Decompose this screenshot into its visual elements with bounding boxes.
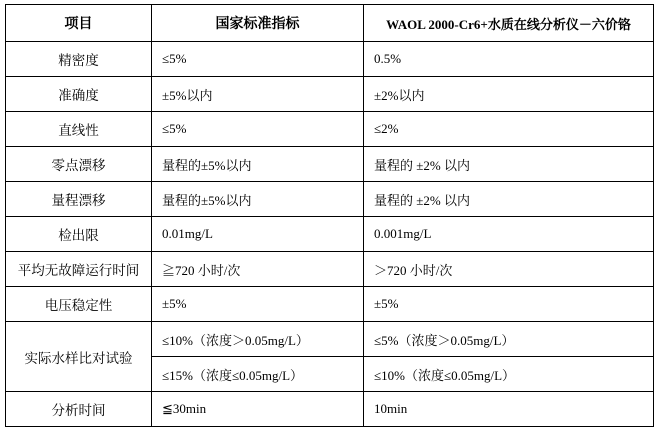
specification-table [5,4,654,427]
row-product-value: 量程的 ±2% 以内 [364,147,654,182]
row-label: 分析时间 [6,392,152,427]
row-product-value: ≤2% [364,112,654,147]
row-product-value: 10min [364,392,654,427]
row-standard-value: ±5% [152,287,364,322]
row-standard-value: ≤5% [152,42,364,77]
row-label-comparison: 实际水样比对试验 [6,322,152,392]
row-standard-value: 0.01mg/L [152,217,364,252]
table-body [6,42,654,427]
table-row-comparison-first [6,322,654,357]
table-row [6,77,654,112]
row-label: 电压稳定性 [6,287,152,322]
row-standard-value: ≤10%（浓度＞0.05mg/L） [152,322,364,357]
table-row [6,287,654,322]
table-row [6,147,654,182]
row-standard-value: ±5%以内 [152,77,364,112]
row-product-value: ＞720 小时/次 [364,252,654,287]
table-row [6,42,654,77]
row-label: 零点漂移 [6,147,152,182]
row-standard-value: ≧720 小时/次 [152,252,364,287]
table-row [6,217,654,252]
row-standard-value: 量程的±5%以内 [152,147,364,182]
row-label: 检出限 [6,217,152,252]
row-product-value: ≤10%（浓度≤0.05mg/L） [364,357,654,392]
table-header [6,5,654,42]
row-product-value: 0.5% [364,42,654,77]
row-label: 量程漂移 [6,182,152,217]
row-label: 准确度 [6,77,152,112]
row-product-value: ±2%以内 [364,77,654,112]
header-row [6,5,654,42]
row-label: 直线性 [6,112,152,147]
column-header-product: WAOL 2000-Cr6+水质在线分析仪－六价铬 [364,5,654,42]
row-product-value: 0.001mg/L [364,217,654,252]
row-standard-value: ≦30min [152,392,364,427]
row-label: 平均无故障运行时间 [6,252,152,287]
table-row [6,112,654,147]
row-standard-value: ≤5% [152,112,364,147]
table-row [6,392,654,427]
row-label: 精密度 [6,42,152,77]
row-product-value: ≤5%（浓度＞0.05mg/L） [364,322,654,357]
table-row [6,182,654,217]
table-row [6,252,654,287]
row-standard-value: ≤15%（浓度≤0.05mg/L） [152,357,364,392]
row-product-value: ±5% [364,287,654,322]
row-standard-value: 量程的±5%以内 [152,182,364,217]
column-header-item: 项目 [6,5,152,42]
column-header-national-standard: 国家标准指标 [152,5,364,42]
row-product-value: 量程的 ±2% 以内 [364,182,654,217]
